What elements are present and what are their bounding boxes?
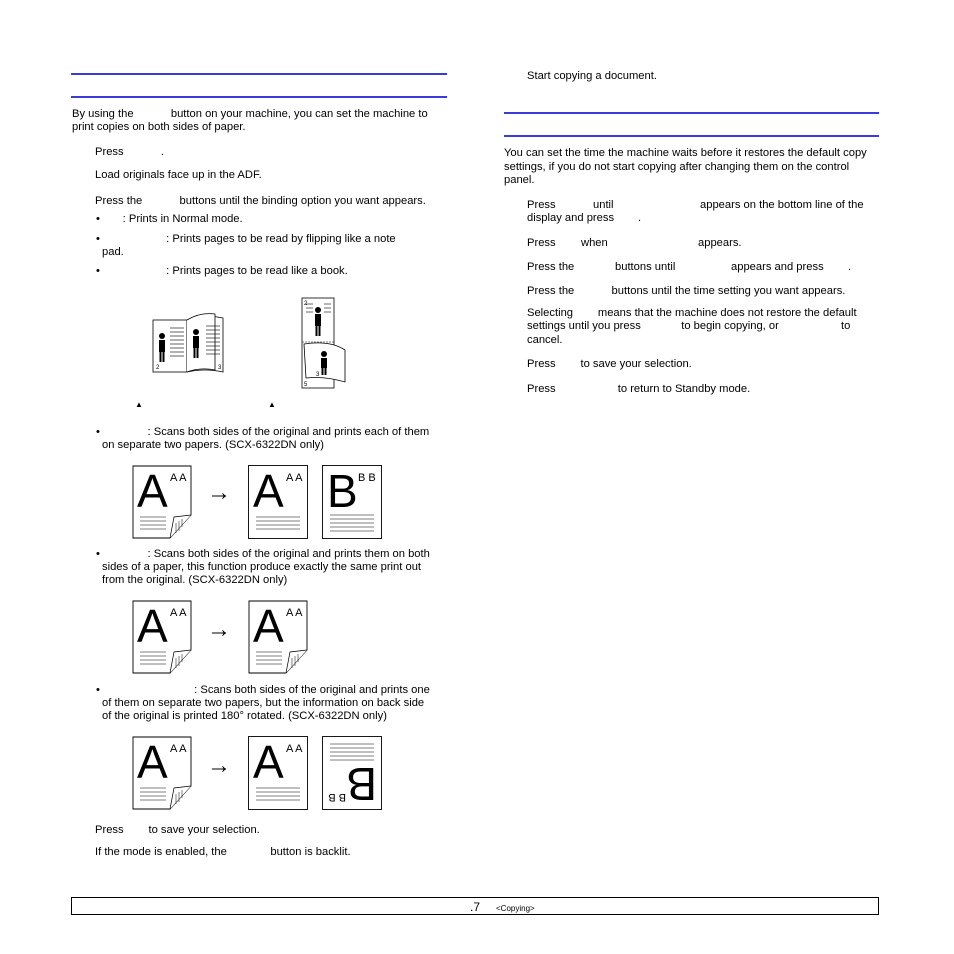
- step7-standby: Press to return to Standby mode.: [527, 383, 751, 395]
- arrow-icon: →: [207, 616, 231, 643]
- svg-text:B: B: [327, 465, 358, 517]
- short-edge-binding-figure: [300, 296, 360, 390]
- svg-text:3: 3: [218, 365, 222, 371]
- step1-period: .: [638, 212, 642, 224]
- step3-appears-press: appears and press: [731, 261, 824, 273]
- figure-rotated-original: [132, 736, 192, 810]
- page-number: .7: [470, 900, 481, 914]
- svg-text:A A: A A: [170, 472, 187, 484]
- step-load-originals: Load originals face up in the ADF.: [95, 169, 262, 181]
- step1-display: display and press: [527, 212, 615, 224]
- figure-rotated-page-b: [322, 736, 382, 810]
- svg-text:A: A: [253, 736, 284, 788]
- svg-text:A A: A A: [286, 607, 303, 619]
- svg-text:5: 5: [304, 382, 308, 388]
- bullet-1to2-line2: on separate two papers. (SCX-6322DN only): [102, 439, 324, 451]
- arrow-icon: →: [207, 752, 231, 779]
- step-press: Press .: [95, 146, 165, 158]
- step4-time-setting: Press the buttons until the time setting you want appears.: [527, 285, 846, 297]
- svg-text:A: A: [253, 600, 284, 652]
- figure-1to2-original: [132, 465, 192, 539]
- svg-text:A: A: [253, 465, 284, 517]
- step5-line1: Selecting means that the machine does not restore the default: [527, 307, 857, 319]
- timeout-intro-line1: You can set the time the machine waits before it restores the default copy: [504, 147, 867, 159]
- bullet-char: •: [96, 213, 100, 225]
- bullet-2to2-line1: : Scans both sides of the original and prints them on both: [104, 548, 430, 560]
- step1-press: Press: [527, 199, 556, 211]
- svg-text:B B: B B: [328, 791, 346, 803]
- timeout-intro-line3: panel.: [504, 174, 535, 186]
- long-edge-binding-figure: [150, 312, 228, 374]
- figure-1to2-page-a: [248, 465, 308, 539]
- svg-text:A: A: [137, 736, 168, 788]
- arrow-icon: →: [207, 479, 231, 506]
- step5-line2: settings until you press to begin copying, or to: [527, 320, 851, 332]
- bullet-char: •: [96, 548, 100, 560]
- step2-when: when: [581, 237, 608, 249]
- svg-text:A A: A A: [170, 743, 187, 755]
- svg-text:A A: A A: [286, 743, 303, 755]
- svg-text:3: 3: [316, 372, 320, 378]
- bullet-rotated-line2: of them on separate two papers, but the information on back side: [102, 697, 425, 709]
- bullet-short-edge-line1: : Prints pages to be read by flipping like a note: [104, 233, 396, 245]
- svg-text:A: A: [137, 600, 168, 652]
- step3-buttons-until: buttons until: [615, 261, 676, 273]
- step2-press: Press: [527, 237, 556, 249]
- bullet-rotated-line1: : Scans both sides of the original and prints one: [104, 684, 430, 696]
- step2-appears: appears.: [698, 237, 742, 249]
- bullet-long-edge: : Prints pages to be read like a book.: [104, 265, 348, 277]
- step1-until: until: [593, 199, 614, 211]
- chapter-name: <Copying>: [496, 904, 535, 913]
- heading-rule-bottom: [71, 96, 447, 98]
- svg-text:B B: B B: [358, 472, 376, 484]
- heading-rule-top: [504, 112, 879, 114]
- bullet-char: •: [96, 684, 100, 696]
- bullet-char: •: [96, 265, 100, 277]
- bullet-1to2-line1: : Scans both sides of the original and prints each of them: [104, 426, 430, 438]
- step5-line3: cancel.: [527, 334, 563, 346]
- figure-2to2-result: [248, 600, 308, 674]
- short-edge-marker: ▲: [268, 400, 276, 409]
- heading-rule-top: [71, 73, 447, 75]
- svg-text:A A: A A: [170, 607, 187, 619]
- step1-appears: appears on the bottom line of the: [700, 199, 864, 211]
- timeout-intro-line2: settings, if you do not start copying after changing them on the control: [504, 161, 850, 173]
- step6-save: Press to save your selection.: [527, 358, 692, 370]
- svg-text:2: 2: [304, 301, 308, 307]
- bullet-2to2-line2: sides of a paper, this function produce exactly the same print out: [102, 561, 422, 573]
- note-backlit: If the mode is enabled, the button is backlit.: [95, 846, 351, 858]
- long-edge-marker: ▲: [135, 400, 143, 409]
- heading-rule-bottom: [504, 135, 879, 137]
- step-binding-option: Press the buttons until the binding option you want appears.: [95, 195, 426, 207]
- svg-text:A A: A A: [286, 472, 303, 484]
- svg-text:A: A: [137, 465, 168, 517]
- start-copying-text: Start copying a document.: [527, 70, 657, 82]
- intro-text-line1: By using the button on your machine, you can set the machine to: [72, 108, 428, 120]
- intro-text-line2: print copies on both sides of paper.: [72, 121, 246, 133]
- bullet-2to2-line3: from the original. (SCX-6322DN only): [102, 574, 288, 586]
- svg-text:2: 2: [156, 365, 160, 371]
- figure-rotated-page-a: [248, 736, 308, 810]
- bullet-normal-mode: : Prints in Normal mode.: [104, 213, 243, 225]
- bullet-char: •: [96, 233, 100, 245]
- step3-period: .: [848, 261, 852, 273]
- svg-text:B: B: [346, 758, 377, 810]
- bullet-rotated-line3: of the original is printed 180° rotated. (SCX-6322DN only): [102, 710, 387, 722]
- figure-1to2-page-b: [322, 465, 382, 539]
- bullet-short-edge-line2: pad.: [102, 246, 124, 258]
- step3-press-the: Press the: [527, 261, 575, 273]
- bullet-char: •: [96, 426, 100, 438]
- figure-2to2-original: [132, 600, 192, 674]
- step-save-selection: Press to save your selection.: [95, 824, 260, 836]
